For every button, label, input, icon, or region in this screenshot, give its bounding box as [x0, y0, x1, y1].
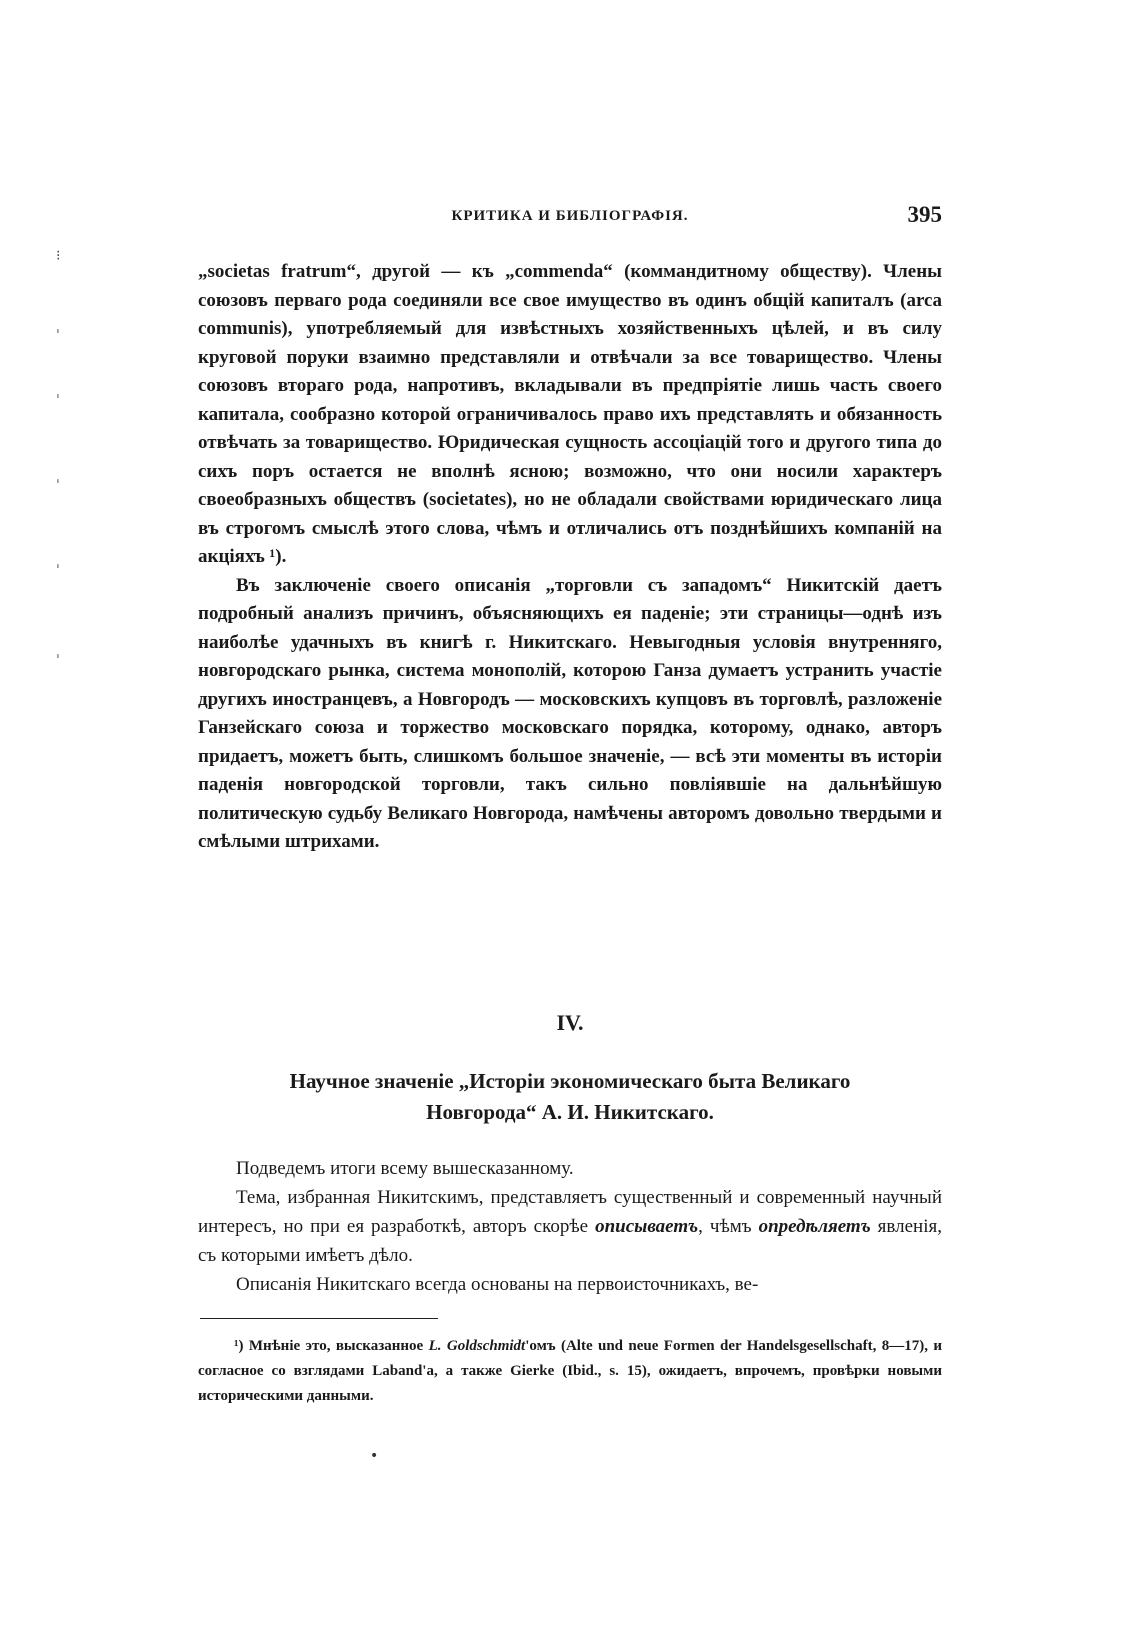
- paragraph: Въ заключеніе своего описанія „торговли съ западомъ“ Никитскій даетъ подробный анализъ причинъ, объясняющихъ ея паденіе; эти страницы—однѣ изъ наиболѣе удачныхъ въ книгѣ г. Никитскаго. Невыгодныя условія внутренняго, новгородскаго рынка, система монополій, которою Ганза думаетъ устранить участіе другихъ иностранцевъ, а Новгородъ — московскихъ купцовъ въ торговлѣ, разложеніе Ганзейскаго союза и торжество московскаго порядка, которому, однако, авторъ придаетъ, можетъ быть, слишкомъ большое значеніе, — всѣ эти моменты въ исторіи паденія новгородской торговли, такъ сильно повліявшіе на дальнѣйшую политическую судьбу Великаго Новгорода, намѣчены авторомъ довольно твердыми и смѣлыми штрихами.: [198, 574, 942, 852]
- emphasis: опредѣляетъ: [758, 1216, 871, 1237]
- text-run: 'омъ (Alte und neue Formen der Handelsgesellschaft, 8—17), и согласное со взглядами Laband'a, а также Gierke (Ibid., s. 15), ожидаетъ, впрочемъ, провѣрки новыми историческими данными.: [198, 1338, 942, 1404]
- running-title: КРИТИКА И БИБЛІОГРАФІЯ.: [451, 208, 689, 224]
- main-text: [198, 258, 942, 857]
- paragraph: [198, 1183, 942, 1270]
- text-run: Мнѣніе это, высказанное: [243, 1338, 429, 1354]
- section-title-line: Научное значеніе „Исторіи экономическаго быта Великаго: [289, 1069, 851, 1093]
- page-number: 395: [907, 202, 942, 227]
- running-head: [198, 202, 942, 238]
- section-number: IV.: [556, 1010, 584, 1035]
- text-run: Тема, избранная Никитскимъ, представляетъ существенный и современный научный интересъ, но при ея разработкѣ, авторъ скорѣе: [198, 1187, 942, 1237]
- paragraph: Подведемъ итоги всему вышесказанному.: [236, 1158, 574, 1179]
- footnote-author: L. Goldschmidt: [428, 1338, 526, 1354]
- footnote-divider: [200, 1318, 438, 1319]
- footnote: [198, 1334, 942, 1409]
- paragraph: „societas fratrum“, другой — къ „commenda“ (коммандитному обществу). Члены союзовъ перваго рода соединяли все свое имущество въ одинъ общій капиталъ (arca communis), употребляемый для извѣстныхъ хозяйственныхъ цѣлей, и въ силу круговой поруки взаимно представляли и отвѣчали за все товарищество. Члены союзовъ втораго рода, напротивъ, вкладывали въ предпріятіе лишь часть своего капитала, сообразно которой ограничивалось право ихъ представлять и обязанность отвѣчать за товарищество. Юридическая сущность ассоціацій того и другого типа до сихъ поръ остается не вполнѣ ясною; возможно, что они носили характеръ своеобразныхъ обществъ (societates), но не обладали свойствами юридическаго лица въ строгомъ смыслѣ этого слова, чѣмъ и отличались отъ позднѣйшихъ компаній на акціяхъ ¹).: [198, 261, 942, 567]
- book-page: КРИТИКА И БИБЛІОГРАФІЯ. 395 ⁝ ˈ ˈ ˈ ˈ ˈ „societas fratrum“, другой — къ „commenda“ (коммандитному обществу). Члены союзовъ перваго рода соединяли все свое имущество въ одинъ общій капиталъ (arca communis), употребляемый для извѣстныхъ хозяйственныхъ цѣлей, и въ силу круговой поруки взаимно представляли и отвѣчали за все товарищество. Члены союзовъ втораго рода, напротивъ, вкладывали въ предпріятіе лишь часть своего капитала, сообразно которой ограничивалось право ихъ представлять и обязанность отвѣчать за товарищество. Юридическая сущность ассоціацій того и другого типа до сихъ поръ остается не вполнѣ ясною; возможно, что они носили характеръ своеобразныхъ обществъ (societates), но не обладали свойствами юридическаго лица въ строгомъ смыслѣ этого слова, чѣмъ и отличались отъ позднѣйшихъ компаній на акціяхъ ¹). Въ заключеніе своего описанія „торговли съ западомъ“ Никитскій даетъ подробный анализъ причинъ, объясняющихъ ея паденіе; эти страницы—однѣ изъ наиболѣе удачныхъ въ книгѣ г. Никитскаго. Невыгодныя условія внутренняго, новгородскаго рынка, система монополій, которою Ганза думаетъ устранить участіе другихъ иностранцевъ, а Новгородъ — московскихъ купцовъ въ торговлѣ, разложеніе Ганзейскаго союза и торжество московскаго порядка, которому, однако, авторъ придаетъ, можетъ быть, слишкомъ большое значеніе, — всѣ эти моменты въ исторіи паденія новгородской торговли, такъ сильно повліявшіе на дальнѣйшую политическую судьбу Великаго Новгорода, намѣчены авторомъ довольно твердыми и смѣлыми штрихами. IV. Научное значеніе „Исторіи экономическаго быта Великаго Новгорода“ А. И. Никитскаго. Подведемъ итоги всему вышесказанному. Тема, избранная Никитскимъ, представляетъ существенный и современный научный интересъ, но при ея разработкѣ, авторъ скорѣе описываетъ, чѣмъ опредѣляетъ явленія, съ которыми имѣетъ дѣло. Описанія Никитскаго всегда основаны на первоисточникахъ, ве- ¹) Мнѣніе это, высказанное L. Goldschmidt'омъ (Alte und neue Formen der Handelsgesellschaft, 8—17), и согласное со взглядами Laband'a, а также Gierke (Ibid., s. 15), ожидаетъ, впрочемъ, провѣрки новыми историческими данными. •: [56, 202, 942, 1464]
- emphasis: описываетъ: [595, 1216, 699, 1237]
- text-run: явленія, съ которыми имѣетъ дѣло.: [198, 1216, 942, 1266]
- footnote-marker: ¹): [234, 1338, 244, 1354]
- scan-speck: •: [370, 1448, 379, 1464]
- section-title-line: Новгорода“ А. И. Никитскаго.: [426, 1100, 714, 1124]
- paragraph: Описанія Никитскаго всегда основаны на первоисточникахъ, ве-: [236, 1274, 759, 1295]
- section-title: [198, 1066, 942, 1128]
- section-body: [198, 1154, 942, 1299]
- text-run: , чѣмъ: [698, 1216, 759, 1237]
